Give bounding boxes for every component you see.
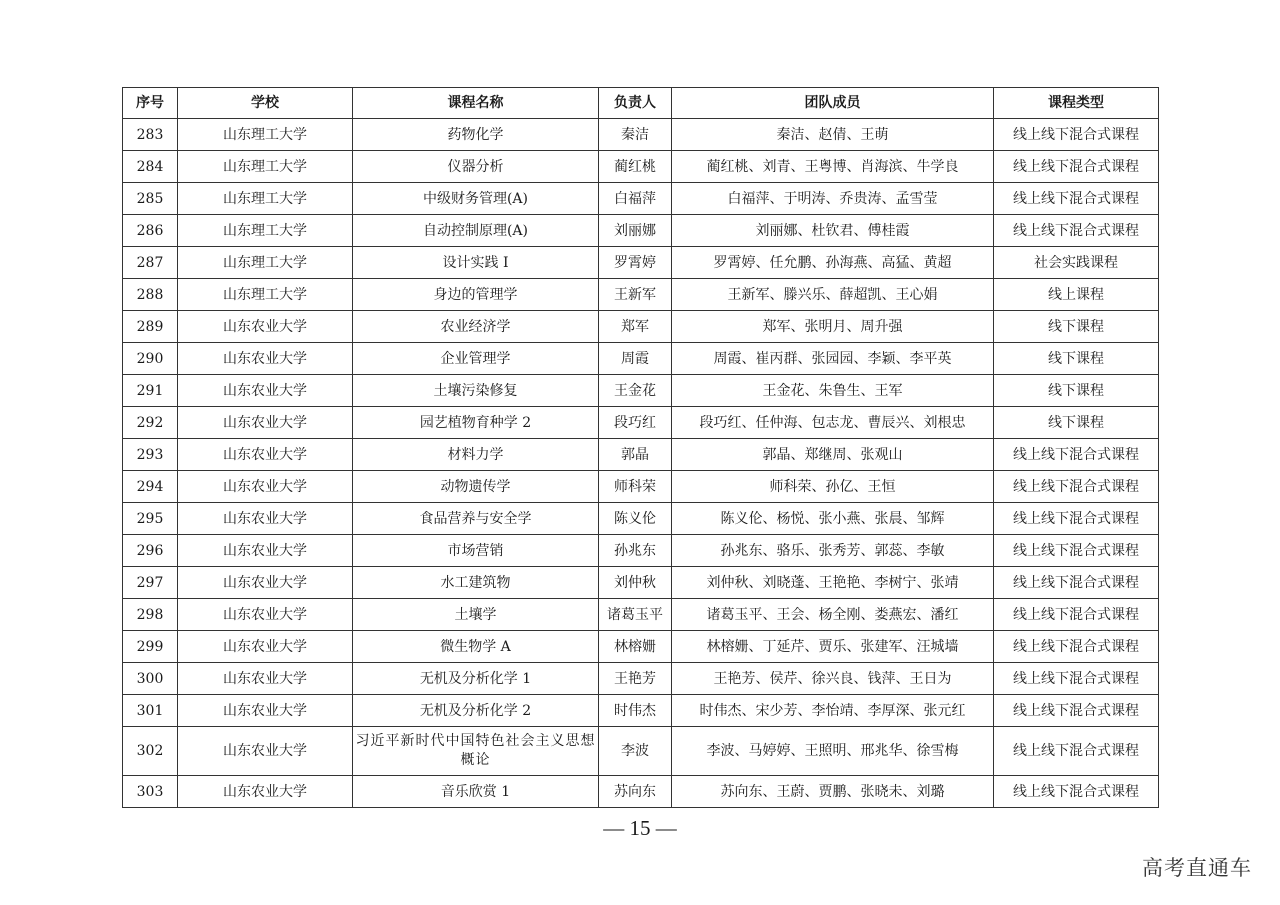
cell-course-name: 无机及分析化学 1: [353, 663, 599, 695]
cell-school: 山东农业大学: [178, 631, 353, 663]
table-row: [123, 776, 1159, 808]
table-row: [123, 279, 1159, 311]
cell-course-type: 线上线下混合式课程: [994, 776, 1159, 808]
cell-index: 283: [123, 119, 178, 151]
cell-team-members: 白福萍、于明涛、乔贵涛、孟雪莹: [672, 183, 994, 215]
table-row: [123, 375, 1159, 407]
cell-leader: 白福萍: [599, 183, 672, 215]
cell-school: 山东农业大学: [178, 663, 353, 695]
table-row: [123, 215, 1159, 247]
cell-index: 302: [123, 727, 178, 776]
cell-index: 293: [123, 439, 178, 471]
cell-team-members: 王金花、朱鲁生、王军: [672, 375, 994, 407]
cell-course-type: 线上线下混合式课程: [994, 503, 1159, 535]
table-row: [123, 183, 1159, 215]
cell-school: 山东理工大学: [178, 119, 353, 151]
watermark-text: 高考直通车: [1142, 856, 1252, 880]
cell-school: 山东理工大学: [178, 215, 353, 247]
cell-index: 289: [123, 311, 178, 343]
cell-leader: 陈义伦: [599, 503, 672, 535]
table-row: [123, 343, 1159, 375]
cell-school: 山东农业大学: [178, 375, 353, 407]
table-row: [123, 599, 1159, 631]
cell-leader: 罗霄婷: [599, 247, 672, 279]
cell-course-name: 企业管理学: [353, 343, 599, 375]
cell-index: 303: [123, 776, 178, 808]
cell-leader: 苏向东: [599, 776, 672, 808]
cell-course-name: 习近平新时代中国特色社会主义思想概论: [353, 727, 599, 776]
cell-course-name: 土壤学: [353, 599, 599, 631]
cell-team-members: 刘仲秋、刘晓蓬、王艳艳、李树宁、张靖: [672, 567, 994, 599]
cell-leader: 诸葛玉平: [599, 599, 672, 631]
cell-course-type: 线上线下混合式课程: [994, 695, 1159, 727]
cell-course-type: 线上课程: [994, 279, 1159, 311]
cell-team-members: 段巧红、任仲海、包志龙、曹辰兴、刘根忠: [672, 407, 994, 439]
cell-course-name: 市场营销: [353, 535, 599, 567]
cell-index: 298: [123, 599, 178, 631]
table-row: [123, 727, 1159, 776]
cell-team-members: 李波、马婷婷、王照明、邢兆华、徐雪梅: [672, 727, 994, 776]
cell-course-type: 线上线下混合式课程: [994, 183, 1159, 215]
cell-course-name: 设计实践 I: [353, 247, 599, 279]
cell-school: 山东农业大学: [178, 727, 353, 776]
cell-school: 山东理工大学: [178, 279, 353, 311]
cell-leader: 周霞: [599, 343, 672, 375]
cell-course-type: 线下课程: [994, 311, 1159, 343]
cell-school: 山东农业大学: [178, 503, 353, 535]
cell-index: 287: [123, 247, 178, 279]
cell-leader: 孙兆东: [599, 535, 672, 567]
cell-index: 292: [123, 407, 178, 439]
cell-team-members: 刘丽娜、杜钦君、傅桂霞: [672, 215, 994, 247]
cell-leader: 郭晶: [599, 439, 672, 471]
cell-leader: 王艳芳: [599, 663, 672, 695]
cell-team-members: 苏向东、王蔚、贾鹏、张晓未、刘璐: [672, 776, 994, 808]
cell-course-type: 线上线下混合式课程: [994, 599, 1159, 631]
header-course-name: 课程名称: [353, 88, 599, 119]
cell-course-type: 线上线下混合式课程: [994, 727, 1159, 776]
cell-leader: 刘丽娜: [599, 215, 672, 247]
cell-course-name: 自动控制原理(A): [353, 215, 599, 247]
cell-course-type: 线下课程: [994, 375, 1159, 407]
cell-course-name: 无机及分析化学 2: [353, 695, 599, 727]
cell-school: 山东理工大学: [178, 183, 353, 215]
cell-course-name: 水工建筑物: [353, 567, 599, 599]
table-header-row: [123, 88, 1159, 119]
cell-school: 山东农业大学: [178, 567, 353, 599]
table-row: [123, 695, 1159, 727]
cell-course-type: 线上线下混合式课程: [994, 663, 1159, 695]
table-row: [123, 503, 1159, 535]
cell-leader: 段巧红: [599, 407, 672, 439]
course-table: [122, 87, 1159, 808]
cell-team-members: 林榕姗、丁延芹、贾乐、张建军、汪城墙: [672, 631, 994, 663]
cell-team-members: 郭晶、郑继周、张观山: [672, 439, 994, 471]
cell-team-members: 王艳芳、侯芹、徐兴良、钱萍、王日为: [672, 663, 994, 695]
cell-index: 284: [123, 151, 178, 183]
table-row: [123, 439, 1159, 471]
cell-team-members: 罗霄婷、任允鹏、孙海燕、高猛、黄超: [672, 247, 994, 279]
cell-course-type: 社会实践课程: [994, 247, 1159, 279]
cell-course-name: 农业经济学: [353, 311, 599, 343]
cell-team-members: 师科荣、孙亿、王恒: [672, 471, 994, 503]
header-school: 学校: [178, 88, 353, 119]
cell-course-name: 药物化学: [353, 119, 599, 151]
cell-course-name: 微生物学 A: [353, 631, 599, 663]
cell-course-name: 食品营养与安全学: [353, 503, 599, 535]
cell-team-members: 陈义伦、杨悦、张小燕、张晨、邹辉: [672, 503, 994, 535]
table-row: [123, 535, 1159, 567]
cell-course-type: 线上线下混合式课程: [994, 439, 1159, 471]
cell-school: 山东农业大学: [178, 535, 353, 567]
table-row: [123, 663, 1159, 695]
cell-school: 山东理工大学: [178, 151, 353, 183]
cell-leader: 刘仲秋: [599, 567, 672, 599]
cell-index: 295: [123, 503, 178, 535]
cell-index: 299: [123, 631, 178, 663]
table-row: [123, 471, 1159, 503]
cell-school: 山东农业大学: [178, 599, 353, 631]
cell-course-name: 动物遗传学: [353, 471, 599, 503]
cell-course-type: 线上线下混合式课程: [994, 151, 1159, 183]
cell-school: 山东农业大学: [178, 439, 353, 471]
cell-team-members: 周霞、崔丙群、张园园、李颖、李平英: [672, 343, 994, 375]
cell-course-name: 材料力学: [353, 439, 599, 471]
table-row: [123, 407, 1159, 439]
cell-course-name: 园艺植物育种学 2: [353, 407, 599, 439]
cell-index: 301: [123, 695, 178, 727]
cell-leader: 林榕姗: [599, 631, 672, 663]
cell-leader: 时伟杰: [599, 695, 672, 727]
cell-course-name: 音乐欣赏 1: [353, 776, 599, 808]
cell-index: 300: [123, 663, 178, 695]
cell-index: 297: [123, 567, 178, 599]
cell-school: 山东农业大学: [178, 695, 353, 727]
cell-course-type: 线上线下混合式课程: [994, 631, 1159, 663]
cell-leader: 师科荣: [599, 471, 672, 503]
header-course-type: 课程类型: [994, 88, 1159, 119]
table-row: [123, 567, 1159, 599]
header-team-members: 团队成员: [672, 88, 994, 119]
cell-course-type: 线下课程: [994, 407, 1159, 439]
cell-team-members: 王新军、滕兴乐、薛超凯、王心娟: [672, 279, 994, 311]
cell-school: 山东农业大学: [178, 311, 353, 343]
cell-index: 290: [123, 343, 178, 375]
cell-course-type: 线上线下混合式课程: [994, 215, 1159, 247]
page-number: — 15 —: [603, 816, 677, 840]
cell-leader: 秦洁: [599, 119, 672, 151]
cell-index: 296: [123, 535, 178, 567]
cell-team-members: 秦洁、赵倩、王萌: [672, 119, 994, 151]
cell-school: 山东农业大学: [178, 776, 353, 808]
cell-team-members: 郑军、张明月、周升强: [672, 311, 994, 343]
cell-leader: 王金花: [599, 375, 672, 407]
cell-leader: 李波: [599, 727, 672, 776]
cell-leader: 王新军: [599, 279, 672, 311]
cell-course-type: 线上线下混合式课程: [994, 119, 1159, 151]
cell-course-type: 线上线下混合式课程: [994, 567, 1159, 599]
cell-course-type: 线上线下混合式课程: [994, 535, 1159, 567]
table-row: [123, 119, 1159, 151]
cell-course-type: 线下课程: [994, 343, 1159, 375]
cell-school: 山东农业大学: [178, 407, 353, 439]
cell-team-members: 孙兆东、骆乐、张秀芳、郭蕊、李敏: [672, 535, 994, 567]
header-index: 序号: [123, 88, 178, 119]
table-row: [123, 151, 1159, 183]
cell-index: 294: [123, 471, 178, 503]
cell-leader: 蔺红桃: [599, 151, 672, 183]
cell-team-members: 诸葛玉平、王会、杨全刚、娄燕宏、潘红: [672, 599, 994, 631]
cell-team-members: 蔺红桃、刘青、王粤博、肖海滨、牛学良: [672, 151, 994, 183]
table-row: [123, 311, 1159, 343]
cell-course-type: 线上线下混合式课程: [994, 471, 1159, 503]
cell-leader: 郑军: [599, 311, 672, 343]
cell-school: 山东农业大学: [178, 471, 353, 503]
cell-course-name: 身边的管理学: [353, 279, 599, 311]
cell-team-members: 时伟杰、宋少芳、李怡靖、李厚深、张元红: [672, 695, 994, 727]
cell-index: 285: [123, 183, 178, 215]
cell-school: 山东理工大学: [178, 247, 353, 279]
cell-school: 山东农业大学: [178, 343, 353, 375]
table-row: [123, 631, 1159, 663]
cell-index: 286: [123, 215, 178, 247]
header-leader: 负责人: [599, 88, 672, 119]
cell-course-name: 仪器分析: [353, 151, 599, 183]
cell-course-name: 土壤污染修复: [353, 375, 599, 407]
cell-index: 291: [123, 375, 178, 407]
cell-course-name: 中级财务管理(A): [353, 183, 599, 215]
cell-index: 288: [123, 279, 178, 311]
table-row: [123, 247, 1159, 279]
